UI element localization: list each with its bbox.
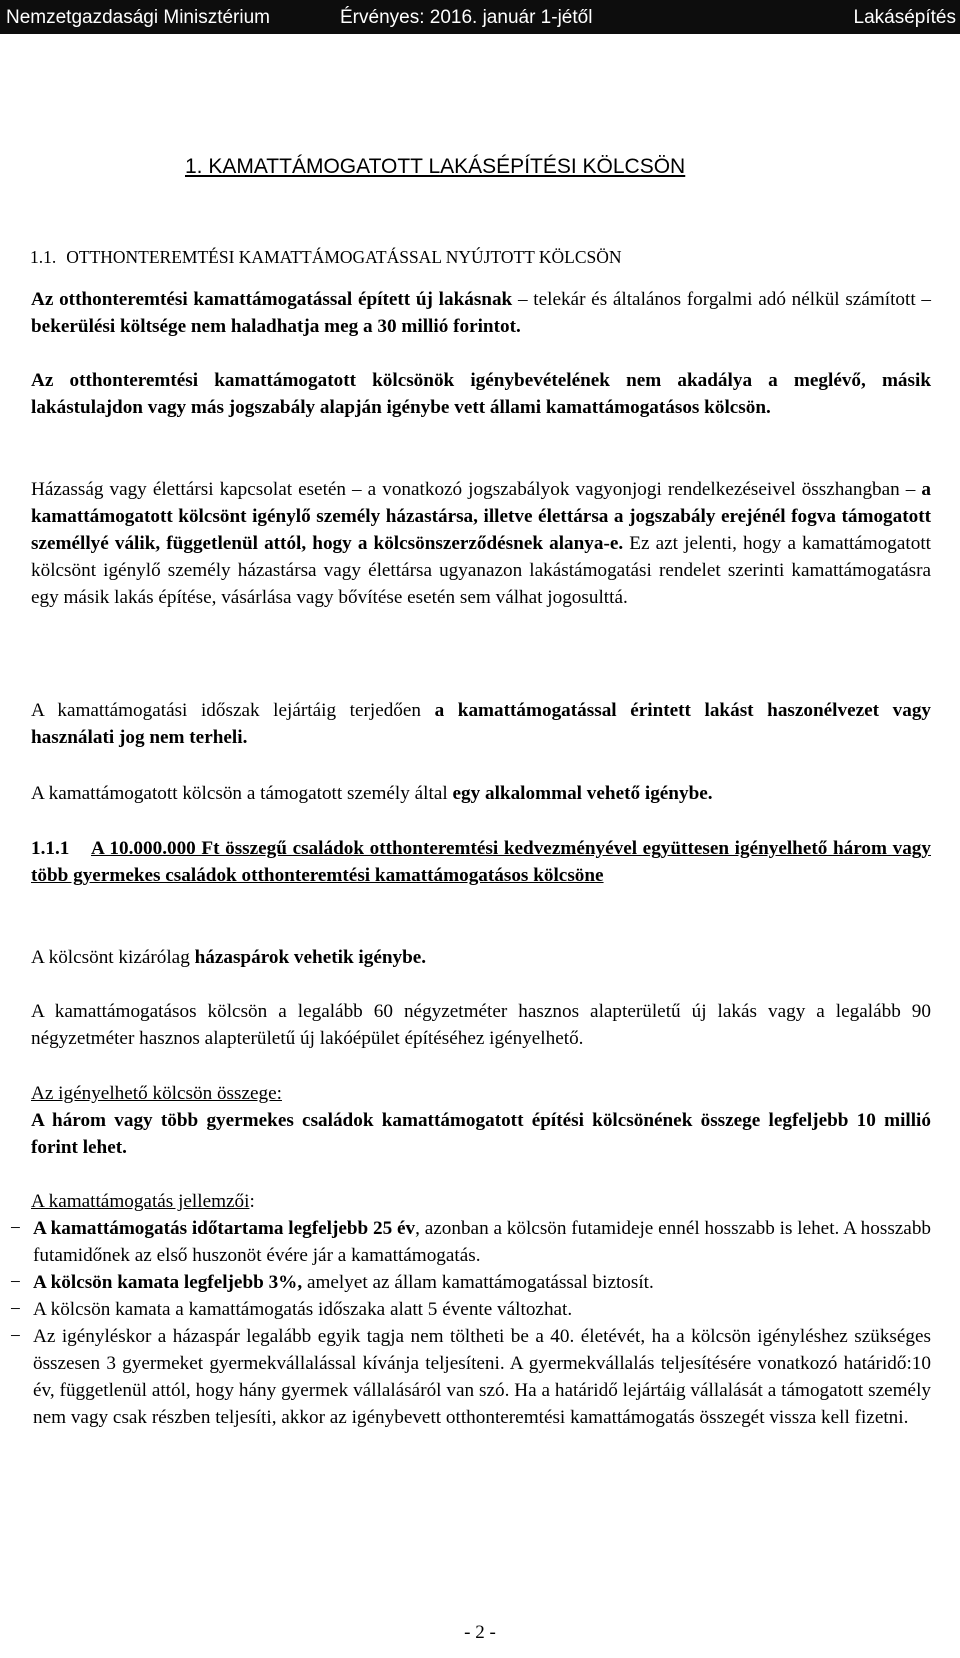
features-heading-text: A kamattámogatás jellemzői xyxy=(31,1191,250,1212)
paragraph-other-loans xyxy=(31,367,931,421)
dash-icon: − xyxy=(10,1326,21,1347)
dash-icon: − xyxy=(10,1218,21,1239)
p3-text-1: Házasság vagy élettársi kapcsolat esetén – a vonatkozó jogszabályok vagyonjogi rendelkezéseivel összhangban – xyxy=(31,479,922,500)
list-item xyxy=(10,1269,931,1296)
features-heading xyxy=(31,1188,931,1215)
dash-icon: − xyxy=(10,1272,21,1293)
header-ministry: Nemzetgazdasági Minisztérium xyxy=(6,7,270,28)
p2-bold: Az otthonteremtési kamattámogatott kölcsönök igénybevételének nem akadálya a meglévő, másik lakástulajdon vagy más jogszabály alapján igénybe vett állami kamattámogatásos kölcsön. xyxy=(31,370,931,418)
paragraph-usufruct xyxy=(31,697,931,751)
paragraph-floor-area xyxy=(31,998,931,1052)
bullet-1-text: , azonban a kölcsön futamideje ennél hosszabb is lehet. A hosszabb futamidőnek az első huszonöt évére jár a kamattámogatás. xyxy=(33,1218,932,1266)
features-list xyxy=(10,1215,931,1431)
p4-text-1: A kamattámogatási időszak lejártáig terjedően xyxy=(31,700,435,721)
chapter-title: 1. KAMATTÁMOGATOTT LAKÁSÉPÍTÉSI KÖLCSÖN xyxy=(185,155,686,178)
dash-icon: − xyxy=(10,1299,21,1320)
p3-text-2: Ez azt jelenti, hogy a kamattámogatott kölcsönt igénylő személy házastársa vagy élettársa ugyanazon lakástámogatási rendelet szerinti kamattámogatásra egy másik lakás építése, vásárlása vagy bővítése esetén sem válhat jogosulttá. xyxy=(31,533,932,608)
subtitle-text: OTTHONTEREMTÉSI KAMATTÁMOGATÁSSAL NYÚJTOTT KÖLCSÖN xyxy=(66,247,622,267)
p3-bold-1: a kamattámogatott kölcsönt igénylő személy házastársa, illetve élettársa a jogszabály erejénél fogva támogatott személlyé válik, függetlenül attól, hogy a kölcsönszerződésnek alanya-e. xyxy=(31,479,931,554)
list-item xyxy=(10,1215,931,1269)
paragraph-once xyxy=(31,780,931,807)
p7-text: A kamattámogatásos kölcsön a legalább 60 négyzetméter hasznos alapterületű új lakás vagy a legalább 90 négyzetméter hasznos alapterületű új lakóépület építéséhez igényelhető. xyxy=(31,1001,931,1049)
p4-bold-1: a kamattámogatással érintett lakást haszonélvezet vagy használati jog nem terheli. xyxy=(31,700,932,748)
bullet-2-bold: A kölcsön kamata legfeljebb 3%, xyxy=(33,1272,303,1293)
section-number: 1.1.1 xyxy=(31,838,70,859)
p1-bold-1: Az otthonteremtési kamattámogatással épített új lakásnak xyxy=(31,289,513,310)
section-title: A 10.000.000 Ft összegű családok otthonteremtési kedvezményével együttesen igényelhető három vagy több gyermekes családok otthonteremtési kamattámogatásos kölcsöne xyxy=(31,838,931,886)
bullet-3-text: A kölcsön kamata a kamattámogatás időszaka alatt 5 évente változhat. xyxy=(33,1299,573,1320)
header-topic: Lakásépítés xyxy=(853,7,956,28)
p1-text-1: – telekár és általános forgalmi adó nélkül számított – xyxy=(512,289,931,310)
paragraph-married-only xyxy=(31,944,931,971)
page-header xyxy=(0,0,960,34)
features-heading-colon: : xyxy=(249,1191,255,1212)
section-subtitle xyxy=(30,247,622,268)
list-item xyxy=(10,1296,931,1323)
section-heading-1-1-1 xyxy=(31,835,931,889)
paragraph-spouse xyxy=(31,476,931,611)
bullet-2-text: amelyet az állam kamattámogatással biztosít. xyxy=(302,1272,654,1293)
p6-bold-1: házaspárok vehetik igénybe. xyxy=(194,947,427,968)
subtitle-number: 1.1. xyxy=(30,247,57,267)
bullet-1-bold: A kamattámogatás időtartama legfeljebb 25 év xyxy=(33,1218,416,1239)
list-item xyxy=(10,1323,931,1431)
p6-text-1: A kölcsönt kizárólag xyxy=(31,947,195,968)
page-number: - 2 - xyxy=(464,1622,496,1643)
p5-bold-1: egy alkalommal vehető igénybe. xyxy=(452,783,713,804)
amount-text: A három vagy több gyermekes családok kamattámogatott építési kölcsönének összege legfeljebb 10 millió forint lehet. xyxy=(31,1110,931,1158)
p5-text-1: A kamattámogatott kölcsön a támogatott személy által xyxy=(31,783,453,804)
header-validity: Érvényes: 2016. január 1-jétől xyxy=(340,7,593,28)
bullet-4-text: Az igényléskor a házaspár legalább egyik tagja nem töltheti be a 40. életévét, ha a kölcsön igényléshez szükséges összesen 3 gyermeket gyermekvállalással kívánja teljesíteni. A gyermekvállalás teljesítésére vonatkozó határidő:10 év, függetlenül attól, hogy hány gyermek vállalásáról van szó. Ha a határidő lejártáig vállalását a támogatott személy nem vagy csak részben teljesíti, akkor az igénybevett otthonteremtési kamattámogatás összegét vissza kell fizetni. xyxy=(33,1326,931,1428)
paragraph-cost-limit xyxy=(31,286,931,340)
amount-heading: Az igényelhető kölcsön összege: xyxy=(31,1083,282,1104)
amount-block xyxy=(31,1080,931,1161)
p1-bold-2: bekerülési költsége nem haladhatja meg a 30 millió forintot. xyxy=(31,316,521,337)
